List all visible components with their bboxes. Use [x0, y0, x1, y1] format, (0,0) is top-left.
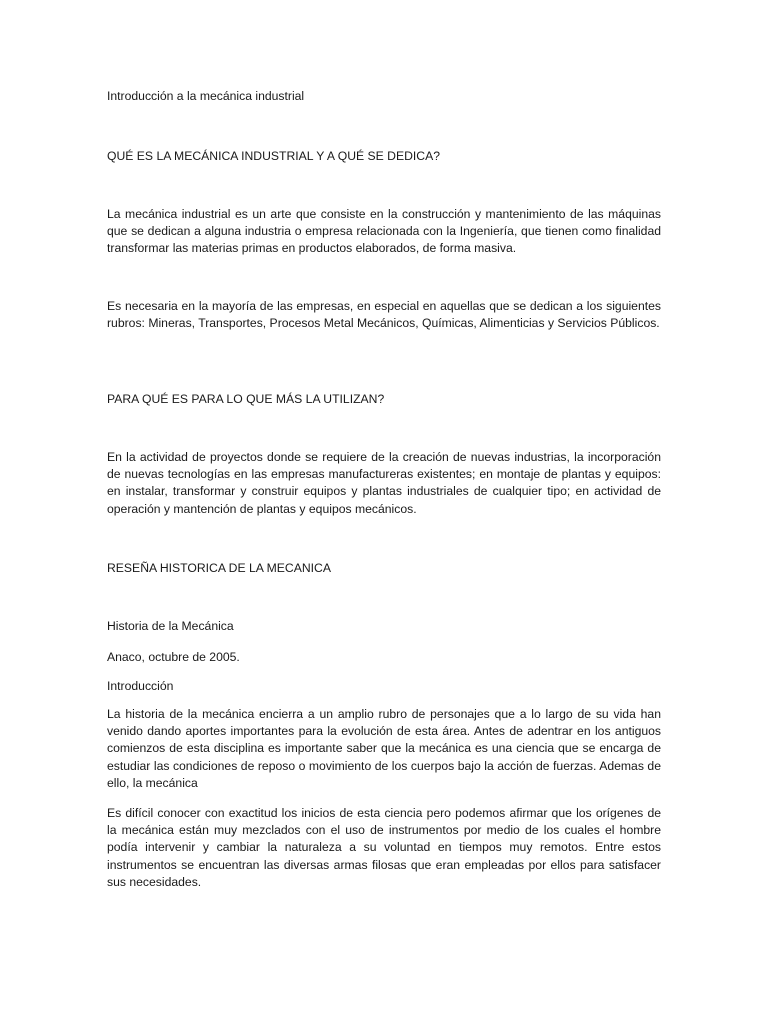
history-title: Historia de la Mecánica	[107, 619, 234, 633]
section-heading-para-que: PARA QUÉ ES PARA LO QUE MÁS LA UTILIZAN?	[107, 392, 385, 406]
paragraph-definicion: La mecánica industrial es un arte que consiste en la construcción y mantenimiento de las máquinas que se dedican a alguna industria o empresa relacionada con la Ingeniería, que tienen como finalidad transformar las materias primas en productos elaborados, de forma masiva.	[107, 207, 661, 256]
paragraph-origenes: Es difícil conocer con exactitud los inicios de esta ciencia pero podemos afirmar que los orígenes de la mecánica están muy mezclados con el uso de instrumentos por medio de los cuales el hombre podía intervenir y cambiar la naturaleza a su voluntad en tiempos muy remotos. Entre estos instrumentos se encuentran las diversas armas filosas que eran empleadas por ellos para satisfacer sus necesidades.	[107, 806, 661, 889]
paragraph-historia: La historia de la mecánica encierra a un amplio rubro de personajes que a lo largo de su vida han venido dando aportes importantes para la evolución de esta área. Antes de adentrar en los antiguos comienzos de esta disciplina es importante saber que la mecánica es una ciencia que se encarga de estudiar las condiciones de reposo o movimiento de los cuerpos bajo la acción de fuerzas. Ademas de ello, la mecánica	[107, 707, 661, 790]
intro-label: Introducción	[107, 679, 174, 693]
paragraph-rubros: Es necesaria en la mayoría de las empresas, en especial en aquellas que se dedican a los siguientes rubros: Mineras, Transportes, Procesos Metal Mecánicos, Químicas, Alimenticias y Servicios Públicos.	[107, 299, 661, 331]
paragraph-actividades: En la actividad de proyectos donde se requiere de la creación de nuevas industrias, la incorporación de nuevas tecnologías en las empresas manufactureras existentes; en montaje de plantas y equipos: en instalar, transformar y construir equipos y plantas industriales de cualquier tipo; en actividad de operación y mantención de plantas y equipos mecánicos.	[107, 450, 661, 516]
section-heading-resena: RESEÑA HISTORICA DE LA MECANICA	[107, 561, 331, 575]
section-heading-que-es: QUÉ ES LA MECÁNICA INDUSTRIAL Y A QUÉ SE DEDICA?	[107, 149, 441, 163]
place-date: Anaco, octubre de 2005.	[107, 650, 240, 664]
document-title: Introducción a la mecánica industrial	[107, 89, 305, 103]
